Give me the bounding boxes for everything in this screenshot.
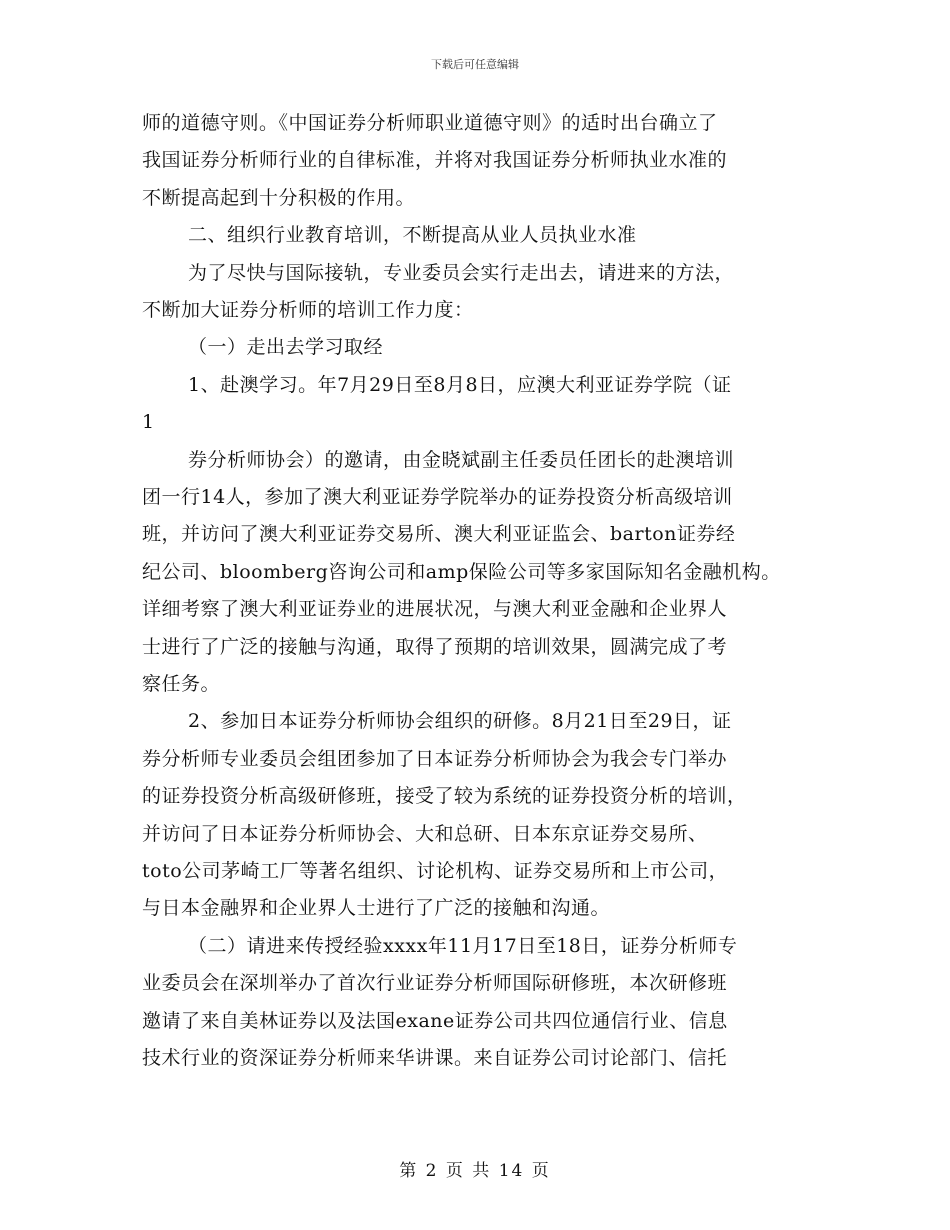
- text-line: 1: [142, 411, 155, 434]
- text-line: 邀请了来自美林证券以及法国exane证券公司共四位通信行业、信息: [142, 1009, 728, 1032]
- text-line: 为了尽快与国际接轨，专业委员会实行走出去，请进来的方法，: [188, 261, 735, 284]
- text-line: 技术行业的资深证券分析师来华讲课。来自证券公司讨论部门、信托: [142, 1047, 728, 1069]
- text-line: 的证券投资分析高级研修班，接受了较为系统的证券投资分析的培训，: [142, 785, 747, 808]
- page-header: 下载后可任意编辑: [431, 58, 519, 71]
- text-line: 师的道德守则。《中国证券分析师职业道德守则》的适时出台确立了: [142, 112, 718, 134]
- text-line: 并访问了日本证券分析师协会、大和总研、日本东京证券交易所、: [142, 822, 708, 845]
- text-line: toto公司茅崎工厂等著名组织、讨论机构、证券交易所和上市公司，: [142, 860, 729, 882]
- text-line: 不断提高起到十分积极的作用。: [142, 186, 416, 209]
- text-line: 士进行了广泛的接触与沟通，取得了预期的培训效果，圆满完成了考: [142, 635, 728, 658]
- text-line: 我国证券分析师行业的自律标准，并将对我国证券分析师执业水准的: [142, 149, 728, 172]
- text-line: 二、组织行业教育培训，不断提高从业人员执业水准: [188, 224, 637, 247]
- text-line: 与日本金融界和企业界人士进行了广泛的接触和沟通。: [142, 897, 611, 920]
- text-line: 券分析师专业委员会组团参加了日本证券分析师协会为我会专门举办: [142, 747, 728, 770]
- text-line: 1、赴澳学习。年7月29日至8月8日，应澳大利亚证券学院（证: [188, 373, 732, 396]
- text-line: 业委员会在深圳举办了首次行业证券分析师国际研修班，本次研修班: [142, 972, 728, 995]
- text-line: 察任务。: [142, 673, 221, 695]
- text-line: （一）走出去学习取经: [188, 336, 384, 359]
- page-footer: 第 2 页 共 14 页: [399, 1161, 551, 1181]
- text-line: 不断加大证券分析师的培训工作力度：: [142, 299, 474, 321]
- text-line: （二）请进来传授经验xxxx年11月17日至18日，证券分析师专: [188, 934, 738, 957]
- text-line: 2、参加日本证券分析师协会组织的研修。8月21日至29日，证: [188, 710, 732, 733]
- text-line: 券分析师协会）的邀请，由金晓斌副主任委员任团长的赴澳培训: [188, 448, 735, 471]
- text-line: 纪公司、bloomberg咨询公司和amp保险公司等多家国际知名金融机构。: [142, 560, 781, 583]
- text-line: 详细考察了澳大利亚证券业的进展状况，与澳大利亚金融和企业界人: [142, 598, 728, 621]
- text-line: 团一行14人，参加了澳大利亚证券学院举办的证券投资分析高级培训: [142, 486, 733, 508]
- text-line: 班，并访问了澳大利亚证券交易所、澳大利亚证监会、barton证券经: [142, 523, 736, 546]
